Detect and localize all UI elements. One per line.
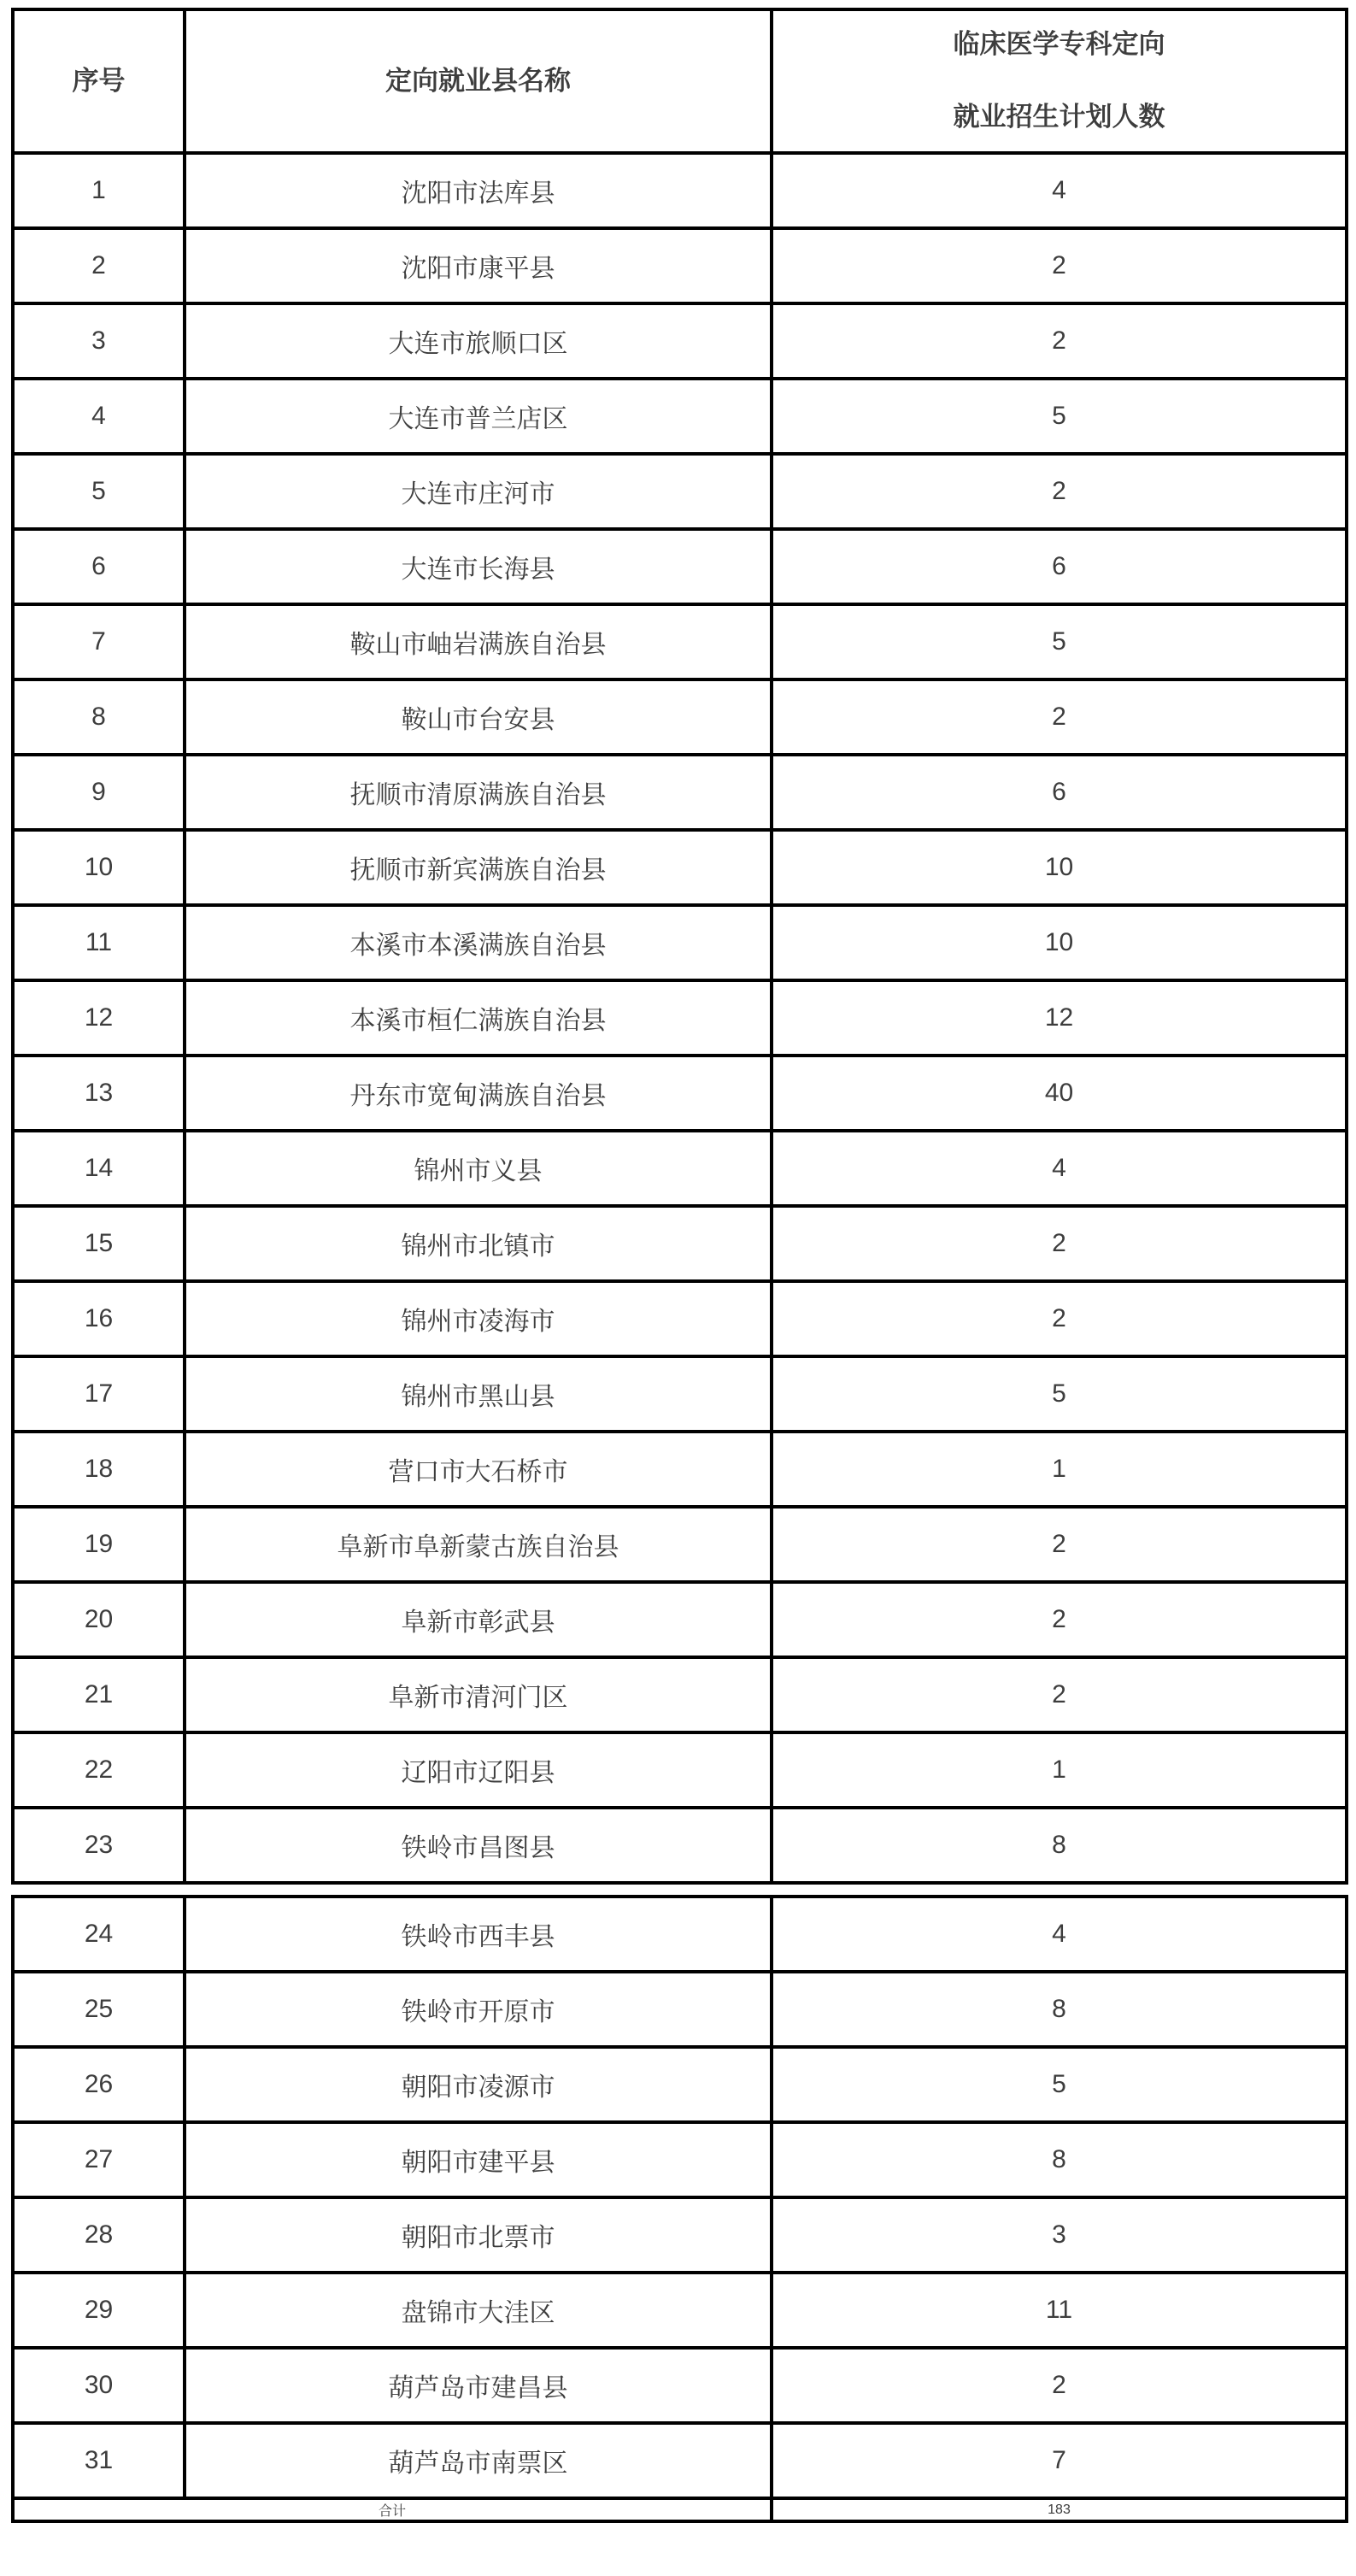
county-name-cell: 阜新市彰武县 <box>185 1582 772 1657</box>
plan-count-cell: 3 <box>772 2197 1347 2273</box>
row-number-cell: 7 <box>13 604 185 679</box>
table-row <box>13 228 1347 303</box>
plan-count-cell: 8 <box>772 1808 1347 1883</box>
plan-header-lines <box>780 28 1338 134</box>
table-row <box>13 905 1347 980</box>
county-name-cell: 朝阳市北票市 <box>185 2197 772 2273</box>
row-number-cell: 24 <box>13 1897 185 1972</box>
table-row <box>13 2047 1347 2122</box>
plan-count-cell: 4 <box>772 1131 1347 1206</box>
plan-count-cell: 2 <box>772 454 1347 529</box>
row-number-cell: 27 <box>13 2122 185 2197</box>
plan-count-cell: 12 <box>772 980 1347 1056</box>
county-name-cell: 铁岭市开原市 <box>185 1972 772 2047</box>
row-number-cell: 13 <box>13 1056 185 1131</box>
plan-count-cell: 4 <box>772 1897 1347 1972</box>
table-row <box>13 1507 1347 1582</box>
row-number-cell: 20 <box>13 1582 185 1657</box>
plan-count-cell: 40 <box>772 1056 1347 1131</box>
plan-count-cell: 5 <box>772 379 1347 454</box>
row-number-cell: 8 <box>13 679 185 755</box>
row-number-cell: 22 <box>13 1732 185 1808</box>
total-value-cell: 183 <box>772 2498 1347 2521</box>
table-row <box>13 1972 1347 2047</box>
plan-count-cell: 5 <box>772 604 1347 679</box>
enrollment-plan-table-section-2 <box>11 1895 1348 2523</box>
plan-count-cell: 2 <box>772 303 1347 379</box>
plan-count-cell: 10 <box>772 830 1347 905</box>
plan-header-line1: 临床医学专科定向 <box>953 29 1165 60</box>
row-number-cell: 6 <box>13 529 185 604</box>
county-name-cell: 抚顺市新宾满族自治县 <box>185 830 772 905</box>
county-name-cell: 盘锦市大洼区 <box>185 2273 772 2348</box>
header-cell-plan <box>772 9 1347 153</box>
table-row <box>13 1732 1347 1808</box>
table-row <box>13 1056 1347 1131</box>
row-number-cell: 28 <box>13 2197 185 2273</box>
county-name-cell: 阜新市清河门区 <box>185 1657 772 1732</box>
table-row <box>13 1897 1347 1972</box>
row-number-cell: 19 <box>13 1507 185 1582</box>
plan-count-cell: 1 <box>772 1732 1347 1808</box>
plan-count-cell: 2 <box>772 1281 1347 1356</box>
row-number-cell: 3 <box>13 303 185 379</box>
table-row <box>13 454 1347 529</box>
county-name-cell: 铁岭市昌图县 <box>185 1808 772 1883</box>
table-row <box>13 1356 1347 1432</box>
county-name-cell: 朝阳市凌源市 <box>185 2047 772 2122</box>
plan-count-cell: 1 <box>772 1432 1347 1507</box>
row-number-cell: 1 <box>13 153 185 228</box>
plan-count-cell: 2 <box>772 1507 1347 1582</box>
table-row <box>13 1582 1347 1657</box>
county-name-cell: 锦州市北镇市 <box>185 1206 772 1281</box>
table-body-section-1 <box>13 153 1347 1883</box>
plan-count-cell: 7 <box>772 2423 1347 2498</box>
county-name-cell: 营口市大石桥市 <box>185 1432 772 1507</box>
plan-count-cell: 5 <box>772 2047 1347 2122</box>
row-number-cell: 30 <box>13 2348 185 2423</box>
plan-header-line2: 就业招生计划人数 <box>953 102 1165 132</box>
table-row <box>13 2273 1347 2348</box>
county-name-cell: 葫芦岛市建昌县 <box>185 2348 772 2423</box>
row-number-cell: 17 <box>13 1356 185 1432</box>
plan-count-cell: 2 <box>772 228 1347 303</box>
county-name-cell: 大连市普兰店区 <box>185 379 772 454</box>
row-number-cell: 21 <box>13 1657 185 1732</box>
county-name-cell: 大连市长海县 <box>185 529 772 604</box>
row-number-cell: 5 <box>13 454 185 529</box>
plan-count-cell: 2 <box>772 2348 1347 2423</box>
table-row <box>13 1281 1347 1356</box>
plan-count-cell: 5 <box>772 1356 1347 1432</box>
plan-count-cell: 4 <box>772 153 1347 228</box>
county-name-cell: 铁岭市西丰县 <box>185 1897 772 1972</box>
county-name-cell: 锦州市黑山县 <box>185 1356 772 1432</box>
row-number-cell: 25 <box>13 1972 185 2047</box>
row-number-cell: 15 <box>13 1206 185 1281</box>
table-row <box>13 2197 1347 2273</box>
row-number-cell: 26 <box>13 2047 185 2122</box>
plan-count-cell: 8 <box>772 2122 1347 2197</box>
county-name-cell: 本溪市桓仁满族自治县 <box>185 980 772 1056</box>
county-name-cell: 锦州市义县 <box>185 1131 772 1206</box>
county-name-cell: 葫芦岛市南票区 <box>185 2423 772 2498</box>
plan-count-cell: 2 <box>772 1657 1347 1732</box>
county-name-cell: 辽阳市辽阳县 <box>185 1732 772 1808</box>
plan-count-cell: 10 <box>772 905 1347 980</box>
table-row <box>13 755 1347 830</box>
table-row <box>13 1808 1347 1883</box>
county-name-cell: 鞍山市台安县 <box>185 679 772 755</box>
total-row <box>13 2498 1347 2521</box>
table-row <box>13 1131 1347 1206</box>
table-row <box>13 1432 1347 1507</box>
row-number-cell: 16 <box>13 1281 185 1356</box>
plan-count-cell: 11 <box>772 2273 1347 2348</box>
plan-count-cell: 8 <box>772 1972 1347 2047</box>
table-footer <box>13 2498 1347 2521</box>
table-row <box>13 1206 1347 1281</box>
row-number-cell: 11 <box>13 905 185 980</box>
county-name-cell: 抚顺市清原满族自治县 <box>185 755 772 830</box>
table-body-section-2 <box>13 1897 1347 2498</box>
county-name-cell: 鞍山市岫岩满族自治县 <box>185 604 772 679</box>
plan-count-cell: 6 <box>772 529 1347 604</box>
row-number-cell: 2 <box>13 228 185 303</box>
table-row <box>13 379 1347 454</box>
county-name-cell: 沈阳市康平县 <box>185 228 772 303</box>
table-header <box>13 9 1347 153</box>
table-row <box>13 679 1347 755</box>
header-cell-no: 序号 <box>13 9 185 153</box>
plan-count-cell: 2 <box>772 1206 1347 1281</box>
county-name-cell: 大连市旅顺口区 <box>185 303 772 379</box>
total-label-cell: 合计 <box>13 2498 772 2521</box>
county-name-cell: 锦州市凌海市 <box>185 1281 772 1356</box>
county-name-cell: 大连市庄河市 <box>185 454 772 529</box>
row-number-cell: 10 <box>13 830 185 905</box>
table-row <box>13 303 1347 379</box>
header-row <box>13 9 1347 153</box>
row-number-cell: 18 <box>13 1432 185 1507</box>
county-name-cell: 本溪市本溪满族自治县 <box>185 905 772 980</box>
county-name-cell: 阜新市阜新蒙古族自治县 <box>185 1507 772 1582</box>
county-name-cell: 朝阳市建平县 <box>185 2122 772 2197</box>
table-row <box>13 830 1347 905</box>
table-row <box>13 2423 1347 2498</box>
plan-count-cell: 2 <box>772 679 1347 755</box>
table-row <box>13 153 1347 228</box>
county-name-cell: 丹东市宽甸满族自治县 <box>185 1056 772 1131</box>
table-row <box>13 529 1347 604</box>
row-number-cell: 12 <box>13 980 185 1056</box>
header-cell-county: 定向就业县名称 <box>185 9 772 153</box>
row-number-cell: 23 <box>13 1808 185 1883</box>
row-number-cell: 9 <box>13 755 185 830</box>
county-name-cell: 沈阳市法库县 <box>185 153 772 228</box>
row-number-cell: 14 <box>13 1131 185 1206</box>
table-row <box>13 1657 1347 1732</box>
plan-count-cell: 6 <box>772 755 1347 830</box>
table-row <box>13 2348 1347 2423</box>
table-row <box>13 2122 1347 2197</box>
row-number-cell: 29 <box>13 2273 185 2348</box>
enrollment-plan-table-section-1 <box>11 8 1348 1885</box>
table-row <box>13 604 1347 679</box>
row-number-cell: 4 <box>13 379 185 454</box>
plan-count-cell: 2 <box>772 1582 1347 1657</box>
table-row <box>13 980 1347 1056</box>
row-number-cell: 31 <box>13 2423 185 2498</box>
